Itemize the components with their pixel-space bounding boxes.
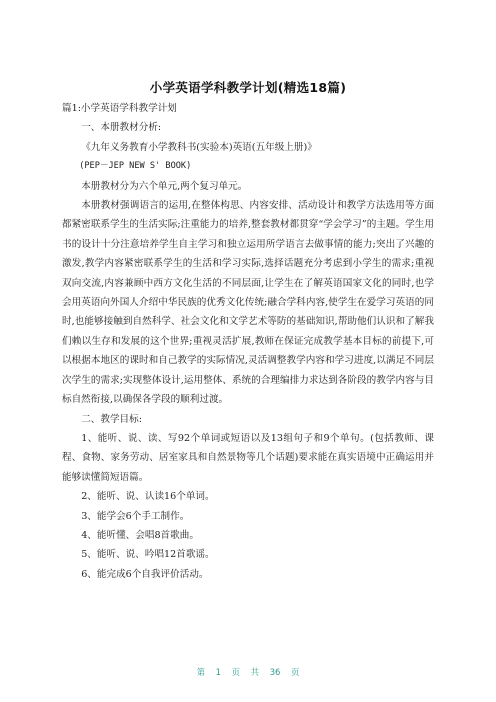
book-subtitle: (PEP－JEP NEW S' BOOK) [79,161,192,172]
paragraph: 本册教材分为六个单元,两个复习单元。 [81,180,248,192]
page-number-footer: 第 1 页 共 36 页 [196,667,300,677]
list-item: 2、能听、说、认读16个单词。 [81,491,215,503]
list-item: 1、能听、说、读、写92个单词或短语以及13组句子和9个单句。(包括教师、课程、食物、家务劳动、居室家具和自然景物等几个话题)要求能在真实语境中正确运用并能够读懂简短语篇。 [62,432,434,483]
subsection-heading: 一、本册教材分析: [81,122,162,134]
section-heading: 篇1:小学英语学科教学计划 [62,103,177,114]
paragraph-long: 本册教材强调语言的运用,在整体构思、内容安排、活动设计和教学方法选用等方面都紧密联系学生的生活实际;注重能力的培养,整套教材都贯穿“学会学习”的主题。学生用书的设计十分注意培养学生自主学习和独立运用所学语言去做事情的能力;突出了兴趣的激发,教学内容紧密联系学生的生活和学习实际,选择话题充分考虑到小学生的需求;重视双向交流,内容兼顾中西方文化生活的不同层面,让学生在了解英语国家文化的同时,也学会用英语向外国人介绍中华民族的优秀文化传统;融合学科内容,使学生在爱学习英语的同时,也能够接触到自然科学、社会文化和文学艺术等防的基础知识,帮助他们认识和了解我们赖以生存和发展的这个世界;重视灵活扩展,教师在保证完成教学基本目标的前提下,可以根据本地区的课时和自己教学的实际情况,灵活调整教学内容和学习进度,以满足不同层次学生的需求;实现整体设计,运用整体、系统的合理编排力求达到各阶段的教学内容与目标自然衔接,以确保各学段的顺利过渡。 [62,200,434,406]
book-title: 《九年义务教育小学教科书(实验本)英语(五年级上册)》 [81,141,317,153]
document-body [62,99,434,584]
document-title: 小学英语学科教学计划(精选18篇) [149,80,347,95]
list-item: 6、能完成6个自我评价活动。 [81,568,209,580]
subsection-heading: 二、教学目标: [81,413,142,425]
list-item: 4、能听懂、会唱8首歌曲。 [81,529,199,541]
list-item: 3、能学会6个手工制作。 [81,510,190,522]
list-item: 5、能听、说、吟唱12首歌谣。 [81,549,215,561]
